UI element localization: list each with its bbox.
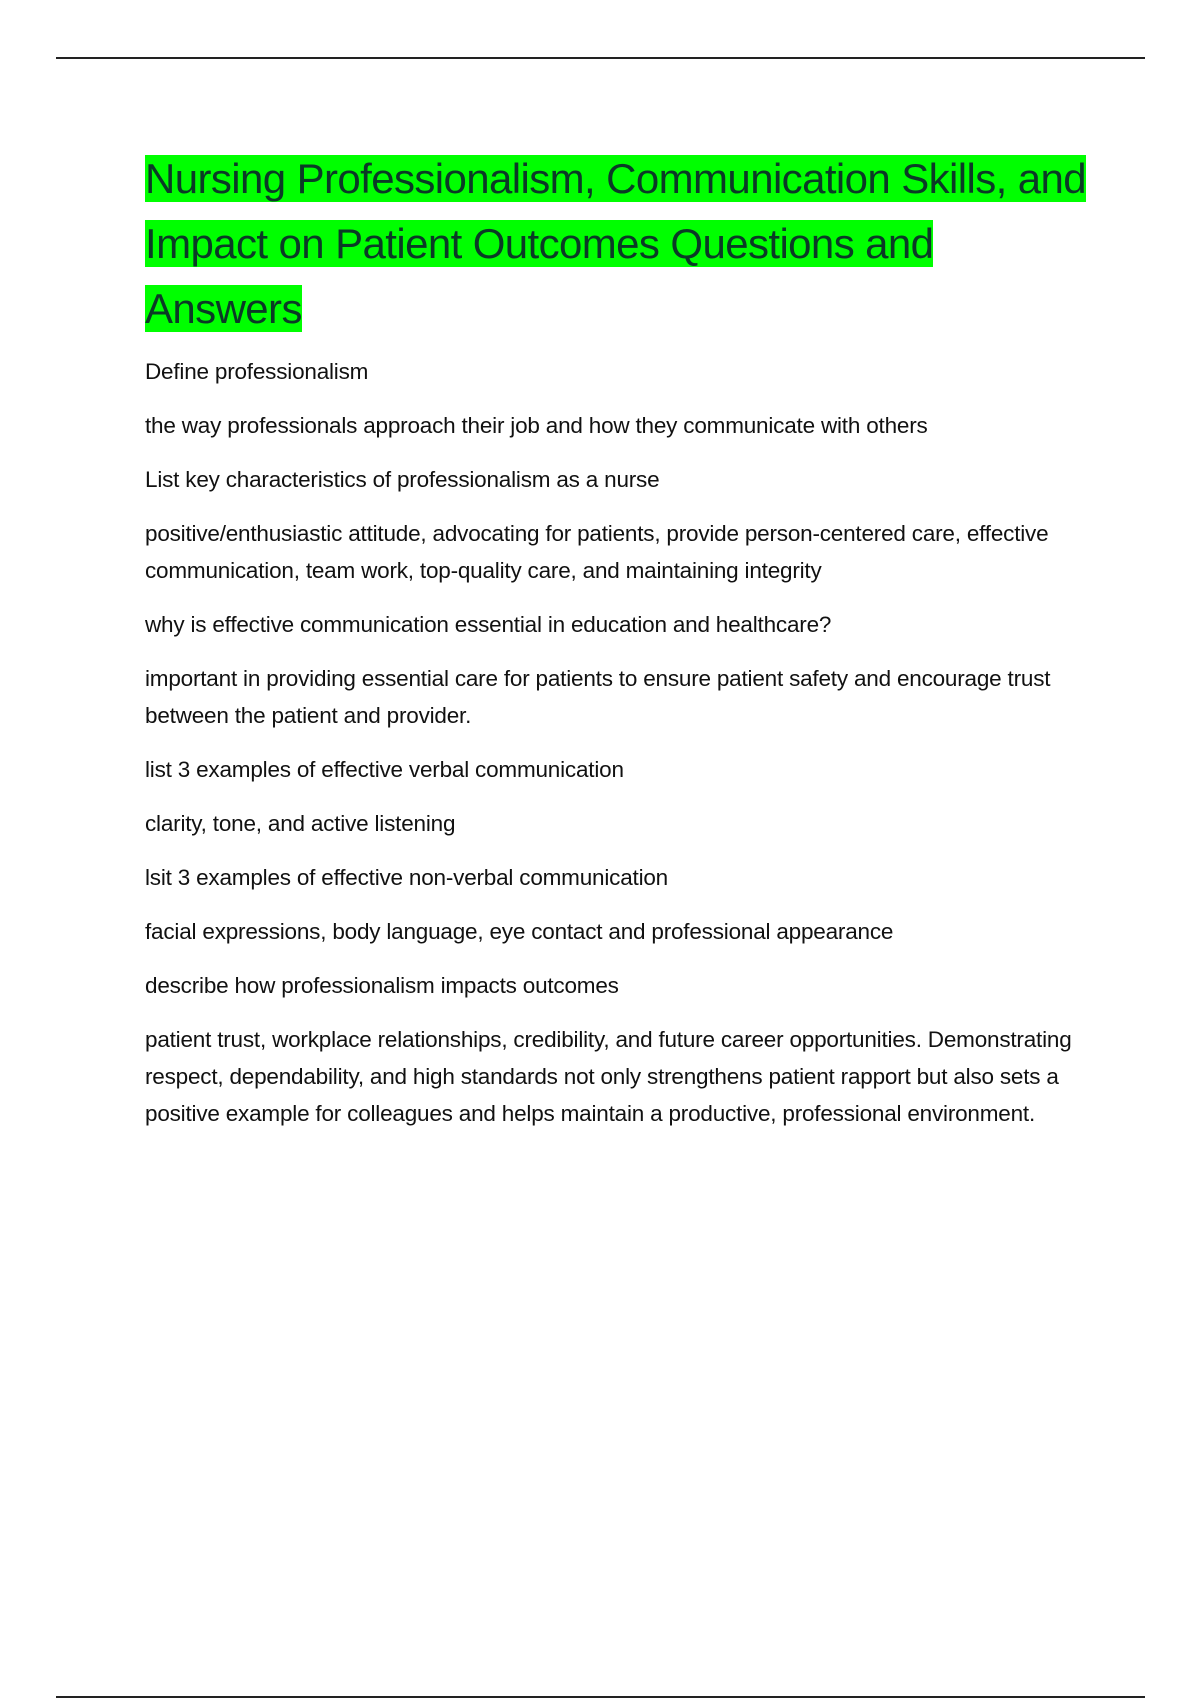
question-text: describe how professionalism impacts outcomes xyxy=(145,973,619,998)
answer-text: facial expressions, body language, eye contact and professional appearance xyxy=(145,919,894,944)
answer-text: positive/enthusiastic attitude, advocating for patients, provide person-centered care, effective communication, team work, top-quality care, and maintaining integrity xyxy=(145,521,1049,583)
answer-text: patient trust, workplace relationships, credibility, and future career opportunities. Demonstrating respect, dependability, and high standards not only strengthens patient rapport but also sets a positive example for colleagues and helps maintain a productive, professional environment. xyxy=(145,1027,1072,1126)
question-text: list 3 examples of effective verbal communication xyxy=(145,757,624,782)
title-highlight: Nursing Professionalism, Communication Skills, and Impact on Patient Outcomes Questions and Answers xyxy=(145,155,1087,332)
document-body xyxy=(145,146,1095,1132)
answer-text: important in providing essential care for patients to ensure patient safety and encourage trust between the patient and provider. xyxy=(145,666,1051,728)
qa-list xyxy=(145,353,1095,1132)
answer-text: clarity, tone, and active listening xyxy=(145,811,456,836)
answer-text: the way professionals approach their job and how they communicate with others xyxy=(145,413,928,438)
question-text: Define professionalism xyxy=(145,359,369,384)
question-text: List key characteristics of professionalism as a nurse xyxy=(145,467,660,492)
header-rule xyxy=(56,57,1145,59)
document-title xyxy=(145,146,1095,341)
footer-rule xyxy=(56,1696,1145,1698)
question-text: why is effective communication essential in education and healthcare? xyxy=(145,612,832,637)
question-text: lsit 3 examples of effective non-verbal communication xyxy=(145,865,668,890)
